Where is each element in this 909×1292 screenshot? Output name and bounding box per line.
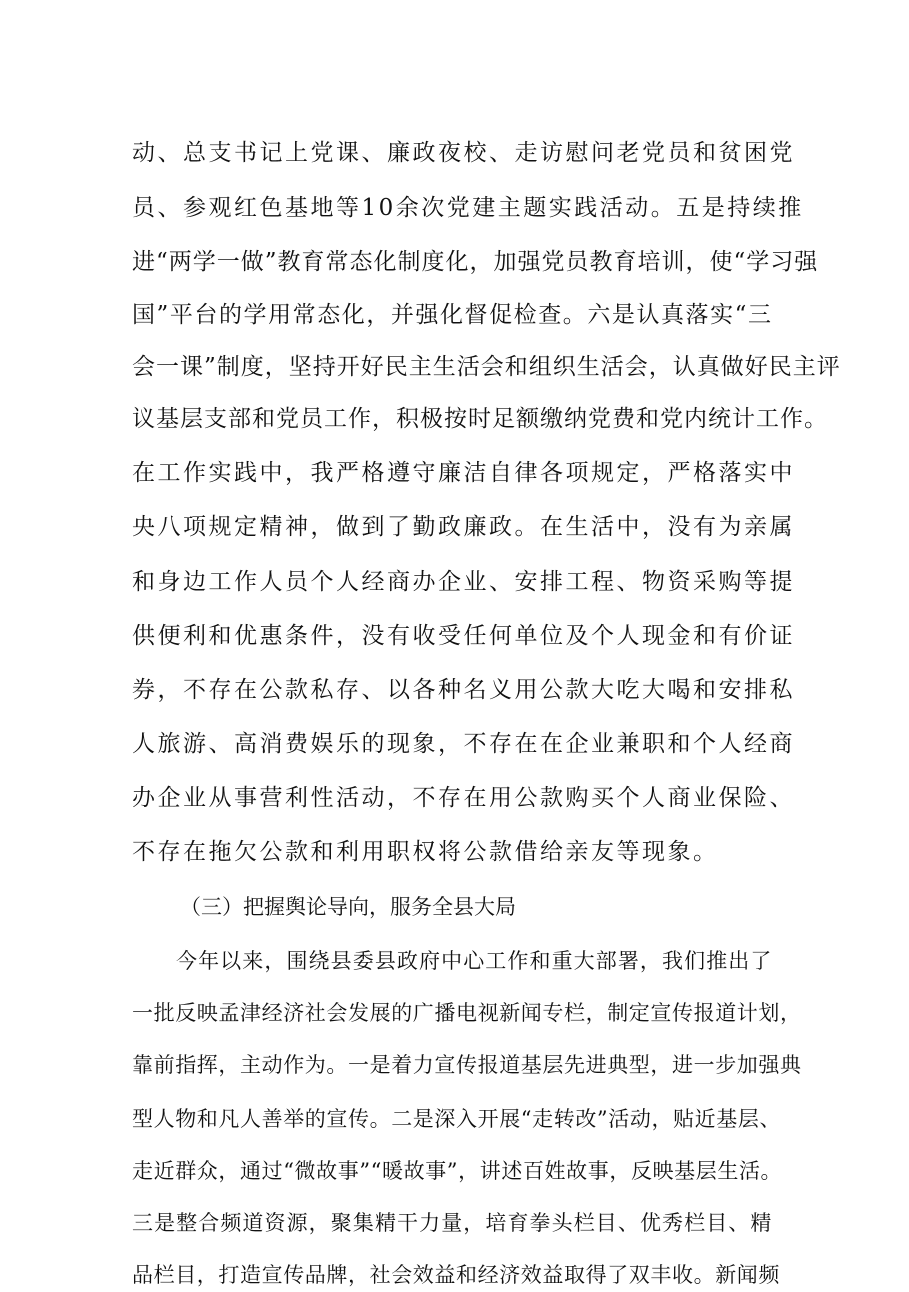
paragraph-line: 人旅游、高消费娱乐的现象，不存在在企业兼职和个人经商 (132, 731, 795, 757)
paragraph-line: 今年以来，围绕县委县政府中心工作和重大部署，我们推出了 (176, 949, 772, 973)
paragraph-line: 动、总支书记上党课、廉政夜校、走访慰问老党员和贫困党 (132, 140, 795, 166)
paragraph-line: 进“两学一做”教育常态化制度化，加强党员教育培训，使“学习强 (132, 249, 819, 275)
paragraph-line: 供便利和优惠条件，没有收受任何单位及个人现金和有价证 (132, 623, 795, 649)
paragraph-line: 靠前指挥，主动作为。一是着力宣传报道基层先进典型，进一步加强典 (132, 1053, 802, 1077)
paragraph-line: 型人物和凡人善举的宣传。二是深入开展“走转改”活动，贴近基层、 (132, 1107, 782, 1131)
paragraph-line: 不存在拖欠公款和利用职权将公款借给亲友等现象。 (132, 839, 719, 865)
section-heading: （三）把握舆论导向，服务全县大局 (180, 895, 516, 919)
paragraph-line: 一批反映孟津经济社会发展的广播电视新闻专栏，制定宣传报道计划， (132, 1001, 802, 1025)
paragraph-line: 央八项规定精神，做到了勤政廉政。在生活中，没有为亲属 (132, 514, 795, 540)
paragraph-line: 会一课”制度，坚持开好民主生活会和组织生活会，认真做好民主评 (132, 354, 841, 380)
paragraph-line: 国”平台的学用常态化，并强化督促检查。六是认真落实“三 (132, 302, 772, 328)
paragraph-line: 券，不存在公款私存、以各种名义用公款大吃大喝和安排私 (132, 677, 795, 703)
paragraph-line: 三是整合频道资源，聚集精干力量，培育拳头栏目、优秀栏目、精 (132, 1211, 772, 1235)
paragraph-line: 员、参观红色基地等10余次党建主题实践活动。五是持续推 (132, 195, 804, 221)
paragraph-line: 办企业从事营利性活动，不存在用公款购买个人商业保险、 (132, 785, 795, 811)
paragraph-line: 在工作实践中，我严格遵守廉洁自律各项规定，严格落实中 (132, 460, 795, 486)
paragraph-line: 议基层支部和党员工作，积极按时足额缴纳党费和党内统计工作。 (132, 406, 828, 432)
paragraph-line: 走近群众，通过“微故事”“暖故事”，讲述百姓故事，反映基层生活。 (132, 1159, 783, 1183)
paragraph-line: 品栏目，打造宣传品牌，社会效益和经济效益取得了双丰收。新闻频 (132, 1263, 780, 1287)
paragraph-line: 和身边工作人员个人经商办企业、安排工程、物资采购等提 (132, 569, 795, 595)
